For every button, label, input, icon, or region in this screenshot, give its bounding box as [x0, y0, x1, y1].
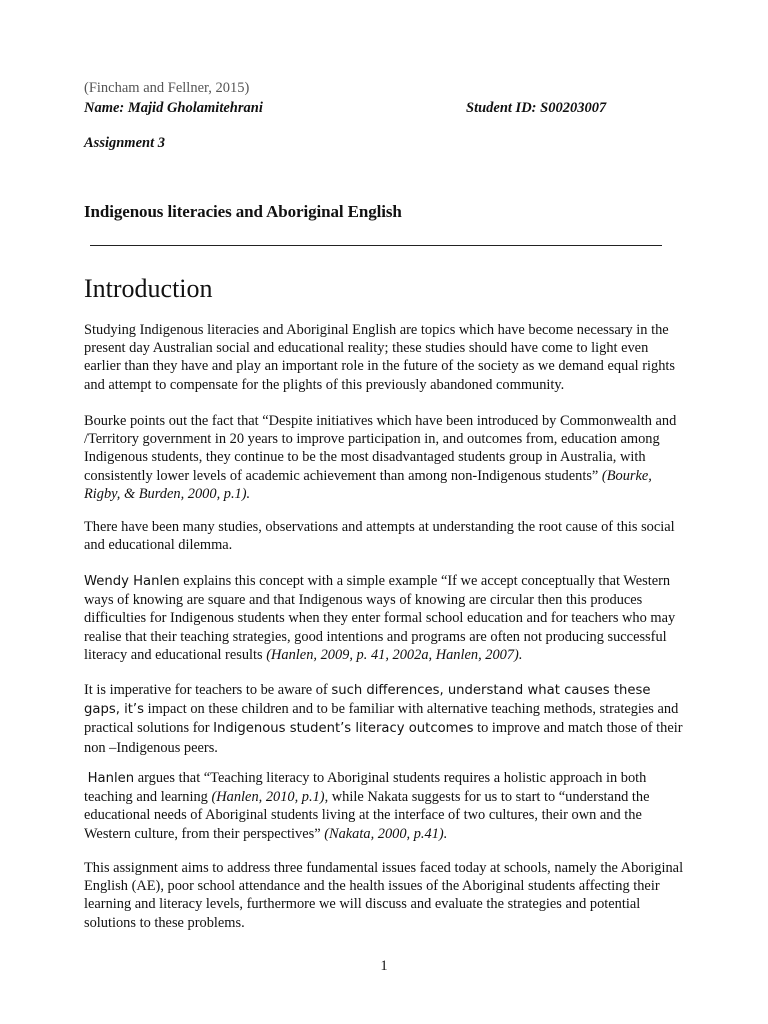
paragraph-4-text: explains this concept with a simple example “If we accept conceptually that Western ways of knowing are square and that Indigenous ways of knowing are circular then this produces difficulties for Indigenous students when they enter formal school education and for teachers who may realise that their teaching strategies, good intentions and programs are often not producing successful literacy and educational results: [84, 573, 676, 663]
paragraph-5-text-d: Indigenous student’s literacy outcomes: [213, 721, 474, 737]
title-divider: [90, 245, 662, 246]
paragraph-7-text: This assignment aims to address three fundamental issues faced today at schools, namely the Aboriginal English (AE), poor school attendance and the health issues of the Aboriginal students affecting their learning and literacy levels, furthermore we will discuss and evaluate the strategies and potential solutions to these problems.: [84, 860, 684, 931]
paragraph-6-author: Hanlen: [87, 771, 135, 786]
student-id: Student ID: S00203007: [466, 100, 607, 116]
paragraph-2-citation: (Bourke, Rigby, & Burden, 2000, p.1).: [84, 467, 652, 502]
paragraph-6-text-2: , while Nakata suggests for us to start to “understand the educational needs of Aboriginal students living at the interface of two cultures, their own and the Western culture, from their perspectives”: [84, 789, 650, 842]
section-heading: Introduction: [84, 274, 213, 303]
paragraph-5-text-c: impact on these children and to be familiar with alternative teaching methods, strategies and practical solutions for: [84, 701, 679, 737]
paragraph-1-text: Studying Indigenous literacies and Aboriginal English are topics which have become necessary in the present day Australian social and educational reality; these studies should have come to light even earlier than they have and play an important role in the future of the society as we demand equal rights and attempt to compensate for the plights of this previously abandoned community.: [84, 322, 676, 393]
paragraph-6-citation-1: (Hanlen, 2010, p.1): [211, 789, 325, 806]
header-source-citation: (Fincham and Fellner, 2015): [84, 80, 250, 96]
paragraph-2: [84, 412, 684, 503]
paragraph-7: [84, 859, 684, 932]
paragraph-5-text-e: to improve and match those of their non –Indigenous peers.: [84, 720, 683, 756]
student-name: Name: Majid Gholamitehrani: [84, 100, 263, 116]
paragraph-4-author: Wendy Hanlen: [84, 574, 180, 589]
paragraph-2-text: Bourke points out the fact that “Despite initiatives which have been introduced by Commonwealth and /Territory government in 20 years to improve participation in, and outcomes from, education among Indigenous students, they continue to be the most disadvantaged students group in Australia, with consistently lower levels of academic achievement than among non-Indigenous students”: [84, 413, 677, 484]
assignment-label: Assignment 3: [84, 135, 165, 151]
paragraph-5-text-a: It is imperative for teachers to be aware of: [84, 682, 328, 698]
page-number: 1: [380, 958, 388, 974]
paragraph-6: [84, 769, 684, 843]
paragraph-6-text-1: argues that “Teaching literacy to Aboriginal students requires a holistic approach in both teaching and learning: [84, 770, 647, 806]
paragraph-4: [84, 572, 684, 664]
paragraph-3-text: There have been many studies, observations and attempts at understanding the root cause of this social and educational dilemma.: [84, 519, 675, 554]
document-title: Indigenous literacies and Aboriginal English: [84, 202, 402, 221]
paragraph-5-text-b: such differences, understand what causes these gaps, it’s: [84, 683, 651, 718]
paragraph-1: [84, 321, 684, 394]
paragraph-4-citation: (Hanlen, 2009, p. 41, 2002a, Hanlen, 2007).: [266, 646, 523, 663]
paragraph-6-citation-2: (Nakata, 2000, p.41).: [324, 825, 448, 842]
paragraph-3: [84, 518, 684, 554]
paragraph-5: [84, 681, 684, 757]
